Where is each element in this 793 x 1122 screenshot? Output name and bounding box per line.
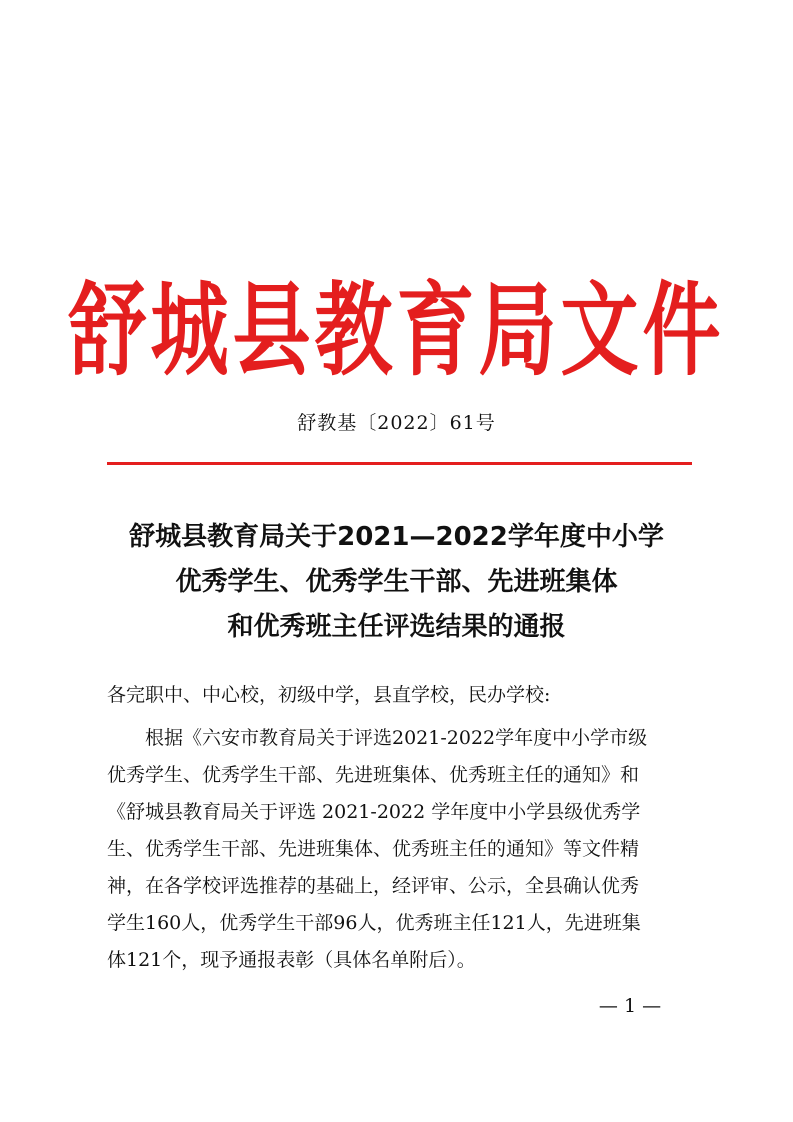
page-number: — 1 — [598, 995, 662, 1017]
header-divider [107, 462, 692, 465]
body-line: 根据《六安市教育局关于评选2021-2022学年度中小学市级 [145, 727, 648, 749]
body-line: 神，在各学校评选推荐的基础上，经评审、公示，全县确认优秀 [107, 875, 640, 897]
body-line: 《舒城县教育局关于评选 2021-2022 学年度中小学县级优秀学 [107, 801, 641, 823]
body-line: 优秀学生、优秀学生干部、先进班集体、优秀班主任的通知》和 [107, 764, 640, 786]
body-line: 学生160人，优秀学生干部96人，优秀班主任121人，先进班集 [107, 912, 641, 934]
notice-title-line: 优秀学生、优秀学生干部、先进班集体 [175, 567, 618, 597]
masthead-title: 舒城县教育局文件 [68, 273, 725, 391]
notice-title-line: 舒城县教育局关于2021—2022学年度中小学 [129, 522, 664, 552]
notice-title [60, 515, 733, 650]
document-number: 舒教基〔2022〕61号 [297, 412, 496, 434]
body-line: 生、优秀学生干部、先进班集体、优秀班主任的通知》等文件精 [107, 838, 640, 860]
salutation: 各完职中、中心校，初级中学，县直学校，民办学校: [107, 684, 551, 706]
body-line: 体121个，现予通报表彰（具体名单附后）。 [107, 949, 476, 971]
body-paragraph [107, 720, 697, 979]
notice-title-line: 和优秀班主任评选结果的通报 [227, 612, 566, 642]
